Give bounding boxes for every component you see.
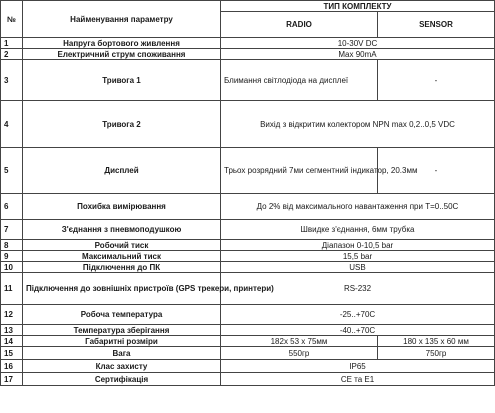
row-parameter: З'єднання з пневмоподушкою xyxy=(23,220,221,240)
table-row xyxy=(1,251,495,262)
table-row xyxy=(1,194,495,220)
row-parameter: Підключення до зовнішніх пристроїв (GPS трекери, принтери) xyxy=(23,273,221,305)
row-number: 10 xyxy=(1,262,23,273)
header-kit-type: ТИП КОМПЛЕКТУ xyxy=(221,1,495,12)
header-row-top xyxy=(1,1,495,12)
row-value-radio: Блимання світлодіода на дисплеї xyxy=(221,60,378,101)
row-number: 13 xyxy=(1,325,23,336)
table-row xyxy=(1,360,495,373)
row-value: -25..+70C xyxy=(221,305,495,325)
row-number: 17 xyxy=(1,373,23,386)
row-number: 6 xyxy=(1,194,23,220)
row-number: 4 xyxy=(1,101,23,148)
row-value: IP65 xyxy=(221,360,495,373)
row-value: Max 90mA xyxy=(221,49,495,60)
table-row xyxy=(1,262,495,273)
row-number: 16 xyxy=(1,360,23,373)
table-row xyxy=(1,305,495,325)
table-row xyxy=(1,60,495,101)
row-parameter: Сертифікація xyxy=(23,373,221,386)
row-number: 1 xyxy=(1,38,23,49)
table-row xyxy=(1,101,495,148)
row-number: 15 xyxy=(1,347,23,360)
row-number: 2 xyxy=(1,49,23,60)
table-row xyxy=(1,347,495,360)
row-parameter: Клас захисту xyxy=(23,360,221,373)
row-parameter: Електричний струм споживання xyxy=(23,49,221,60)
row-number: 3 xyxy=(1,60,23,101)
row-parameter: Вага xyxy=(23,347,221,360)
row-number: 5 xyxy=(1,148,23,194)
row-value: 10-30V DC xyxy=(221,38,495,49)
table-row xyxy=(1,240,495,251)
row-parameter: Робоча температура xyxy=(23,305,221,325)
table-row xyxy=(1,273,495,305)
table-row xyxy=(1,49,495,60)
row-parameter: Тривога 1 xyxy=(23,60,221,101)
row-parameter: Максимальний тиск xyxy=(23,251,221,262)
row-value-sensor: 180 x 135 x 60 мм xyxy=(378,336,495,347)
row-value: -40..+70C xyxy=(221,325,495,336)
row-value-sensor: 750гр xyxy=(378,347,495,360)
row-value: CE та E1 xyxy=(221,373,495,386)
header-number: № xyxy=(1,1,23,38)
row-value: 15,5 bar xyxy=(221,251,495,262)
header-parameter: Найменування параметру xyxy=(23,1,221,38)
row-parameter: Габаритні розміри xyxy=(23,336,221,347)
row-value: Швидке з'єднання, 6мм трубка xyxy=(221,220,495,240)
row-value: Вихід з відкритим колектором NPN max 0,2..0,5 VDC xyxy=(221,101,495,148)
row-number: 11 xyxy=(1,273,23,305)
row-parameter: Напруга бортового живлення xyxy=(23,38,221,49)
row-number: 9 xyxy=(1,251,23,262)
header-radio: RADIO xyxy=(221,12,378,38)
table-row xyxy=(1,336,495,347)
row-number: 7 xyxy=(1,220,23,240)
table-row xyxy=(1,148,495,194)
row-parameter: Підключення до ПК xyxy=(23,262,221,273)
row-parameter: Дисплей xyxy=(23,148,221,194)
table-row xyxy=(1,220,495,240)
table-row xyxy=(1,38,495,49)
row-value-radio: 550гр xyxy=(221,347,378,360)
row-value-sensor: - xyxy=(378,148,495,194)
row-parameter: Температура зберігання xyxy=(23,325,221,336)
row-value-radio: 182x 53 x 75мм xyxy=(221,336,378,347)
row-number: 8 xyxy=(1,240,23,251)
header-sensor: SENSOR xyxy=(378,12,495,38)
row-value-radio: Трьох розрядний 7ми сегментний індикатор, 20.3мм xyxy=(221,148,378,194)
row-value-sensor: - xyxy=(378,60,495,101)
row-parameter: Робочий тиск xyxy=(23,240,221,251)
table-row xyxy=(1,373,495,386)
row-number: 12 xyxy=(1,305,23,325)
row-value: RS-232 xyxy=(221,273,495,305)
row-value: USB xyxy=(221,262,495,273)
table-row xyxy=(1,325,495,336)
row-number: 14 xyxy=(1,336,23,347)
row-parameter: Тривога 2 xyxy=(23,101,221,148)
row-value: Діапазон 0-10,5 bar xyxy=(221,240,495,251)
row-value: До 2% від максимального навантаження при T=0..50C xyxy=(221,194,495,220)
row-parameter: Похибка вимірювання xyxy=(23,194,221,220)
